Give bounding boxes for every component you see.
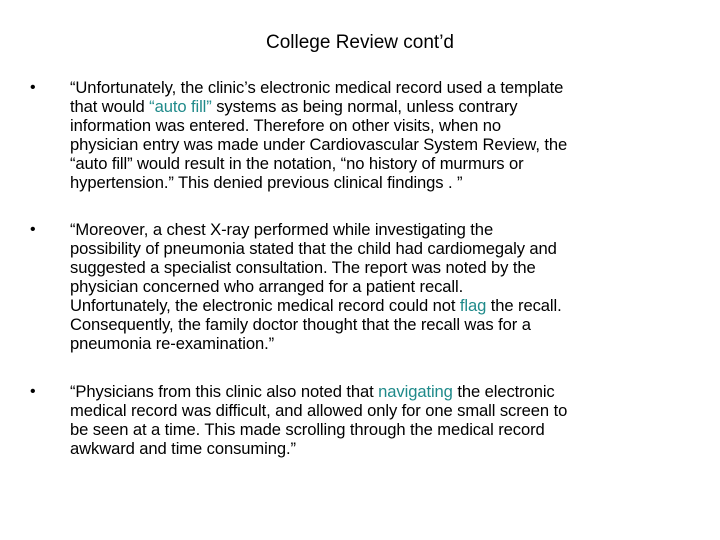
bullet-dot-icon: • xyxy=(30,79,36,96)
text-line xyxy=(70,220,710,239)
text-line xyxy=(70,420,710,439)
text-line xyxy=(70,97,710,116)
text-run: medical record was difficult, and allowed only for one small screen to xyxy=(70,401,568,420)
text-run: physician entry was made under Cardiovascular System Review, the xyxy=(70,135,568,154)
text-line xyxy=(70,439,710,458)
text-run: suggested a specialist consultation. The report was noted by the xyxy=(70,258,536,277)
highlighted-text: flag xyxy=(459,296,487,315)
text-run: awkward and time consuming.” xyxy=(70,439,296,458)
text-line xyxy=(70,277,710,296)
text-run: that would xyxy=(70,97,150,116)
text-line xyxy=(70,173,710,192)
text-run: “Unfortunately, the clinic’s electronic medical record used a template xyxy=(70,78,564,97)
text-run: the electronic xyxy=(452,382,555,401)
slide-title: College Review cont’d xyxy=(266,32,454,53)
bullet-dot-icon: • xyxy=(30,383,36,400)
text-line xyxy=(70,154,710,173)
text-run: be seen at a time. This made scrolling through the medical record xyxy=(70,420,545,439)
bullet-text xyxy=(70,78,710,192)
text-run: physician concerned who arranged for a patient recall. xyxy=(70,277,464,296)
text-line xyxy=(70,258,710,277)
text-line xyxy=(70,116,710,135)
text-line xyxy=(70,334,710,353)
bullet-text xyxy=(70,220,710,353)
text-line xyxy=(70,135,710,154)
bullet-dot-icon: • xyxy=(30,221,36,238)
text-line xyxy=(70,78,710,97)
text-line xyxy=(70,239,710,258)
text-run: “Moreover, a chest X-ray performed while investigating the xyxy=(70,220,494,239)
highlighted-text: “auto fill” xyxy=(149,97,212,116)
text-run: possibility of pneumonia stated that the child had cardiomegaly and xyxy=(70,239,557,258)
text-line xyxy=(70,296,710,315)
text-run: the recall. xyxy=(486,296,562,315)
text-run: Consequently, the family doctor thought that the recall was for a xyxy=(70,315,531,334)
highlighted-text: navigating xyxy=(378,382,453,401)
text-run: pneumonia re-examination.” xyxy=(70,334,275,353)
text-run: hypertension.” This denied previous clinical findings . ” xyxy=(70,173,463,192)
text-run: “auto fill” would result in the notation, “no history of murmurs or xyxy=(70,154,524,173)
text-run: information was entered. Therefore on other visits, when no xyxy=(70,116,501,135)
text-line xyxy=(70,315,710,334)
text-run: systems as being normal, unless contrary xyxy=(211,97,518,116)
text-run: Unfortunately, the electronic medical record could not xyxy=(70,296,460,315)
text-line xyxy=(70,382,710,401)
text-line xyxy=(70,401,710,420)
text-run: “Physicians from this clinic also noted that xyxy=(70,382,379,401)
bullet-text xyxy=(70,382,710,458)
